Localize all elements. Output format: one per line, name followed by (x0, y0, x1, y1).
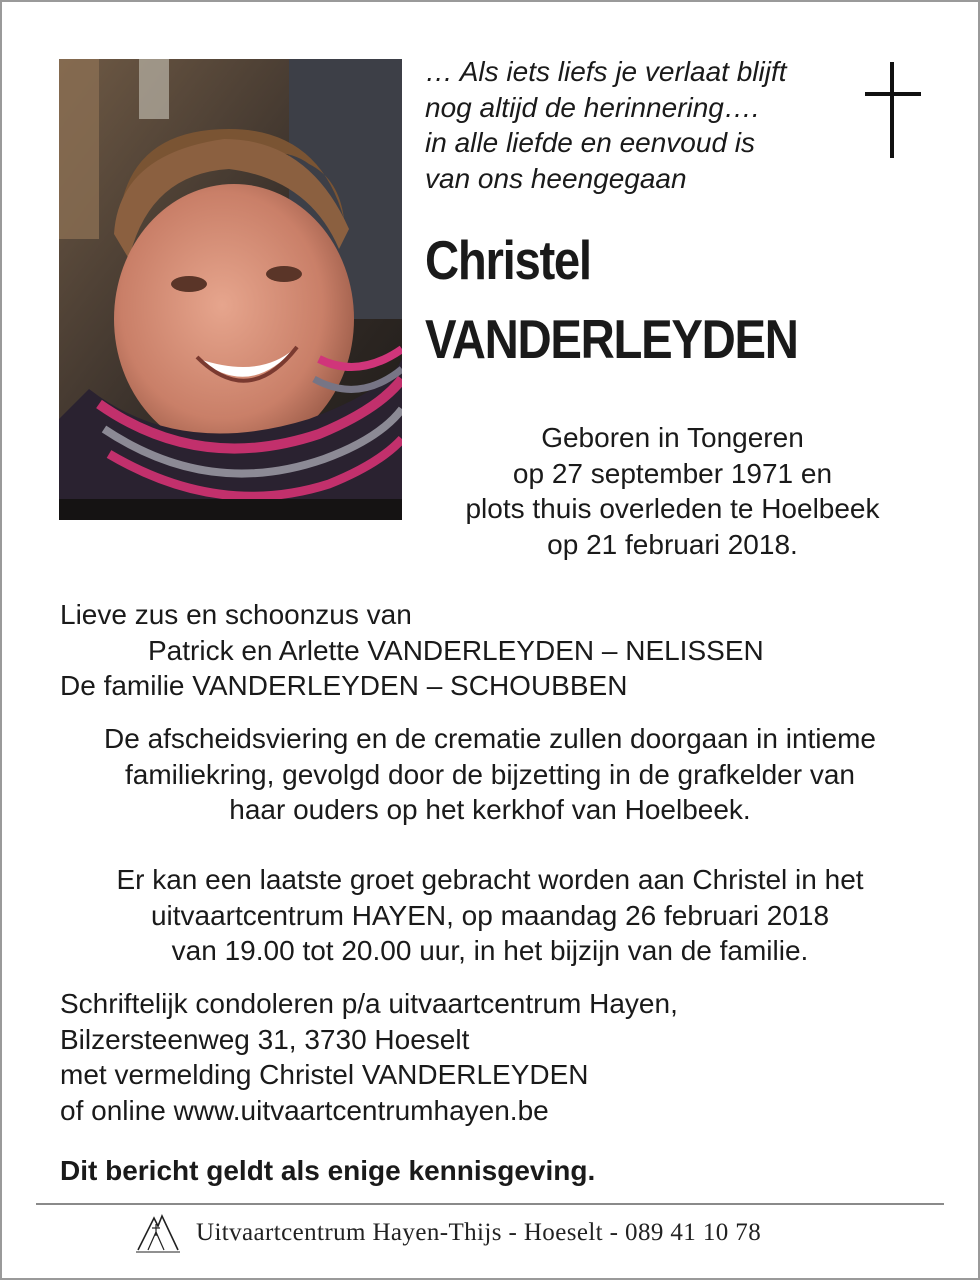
cross-icon (862, 62, 924, 158)
notice: Dit bericht geldt als enige kennisgeving. (60, 1155, 596, 1186)
footer-divider (36, 1203, 944, 1205)
ceremony-paragraph (40, 721, 940, 828)
birth-death-line: plots thuis overleden te Hoelbeek (465, 493, 880, 524)
birth-death-line: op 21 februari 2018. (547, 528, 798, 560)
visitation-paragraph (40, 862, 940, 969)
portrait-photo (59, 59, 402, 520)
last-name: VANDERLEYDEN (425, 308, 798, 370)
birth-death-line: Geboren in Tongeren (541, 422, 804, 453)
ceremony-line: De afscheidsviering en de crematie zullen doorgaan in intieme (104, 723, 876, 754)
funeral-home-logo-icon (134, 1210, 182, 1256)
poem-line: in alle liefde en eenvoud is (425, 127, 756, 158)
condolence-website-line: of online www.uitvaartcentrumhayen.be (60, 1094, 549, 1126)
visitation-line: uitvaartcentrum HAYEN, op maandag 26 februari 2018 (150, 899, 830, 931)
condolence-info (60, 986, 678, 1128)
footer-text: Uitvaartcentrum Hayen-Thijs - Hoeselt - 089 41 10 78 (196, 1219, 762, 1246)
condolence-line: Schriftelijk condoleren p/a uitvaartcentrum Hayen, (60, 988, 678, 1019)
first-name: Christel (425, 229, 591, 291)
ceremony-line: haar ouders op het kerkhof van Hoelbeek. (229, 794, 751, 825)
relatives-line: Patrick en Arlette VANDERLEYDEN – NELISSEN (148, 634, 764, 666)
relatives-line: De familie VANDERLEYDEN – SCHOUBBEN (60, 670, 628, 701)
relatives (60, 597, 764, 704)
condolence-line: met vermelding Christel VANDERLEYDEN (60, 1059, 589, 1090)
visitation-line: van 19.00 tot 20.00 uur, in het bijzijn van de familie. (171, 935, 809, 966)
poem (425, 54, 855, 196)
relatives-intro: Lieve zus en schoonzus van (60, 599, 412, 630)
visitation-line: Er kan een laatste groet gebracht worden aan Christel in het (116, 864, 864, 895)
poem-line: van ons heengegaan (425, 162, 687, 194)
poem-line: … Als iets liefs je verlaat blijft (425, 56, 787, 87)
birth-death-details (420, 420, 925, 562)
poem-line: nog altijd de herinnering…. (425, 91, 760, 123)
footer (134, 1208, 761, 1258)
ceremony-line: familiekring, gevolgd door de bijzetting in de grafkelder van (125, 758, 855, 790)
condolence-line: Bilzersteenweg 31, 3730 Hoeselt (60, 1023, 470, 1055)
birth-death-line: op 27 september 1971 en (512, 457, 833, 489)
